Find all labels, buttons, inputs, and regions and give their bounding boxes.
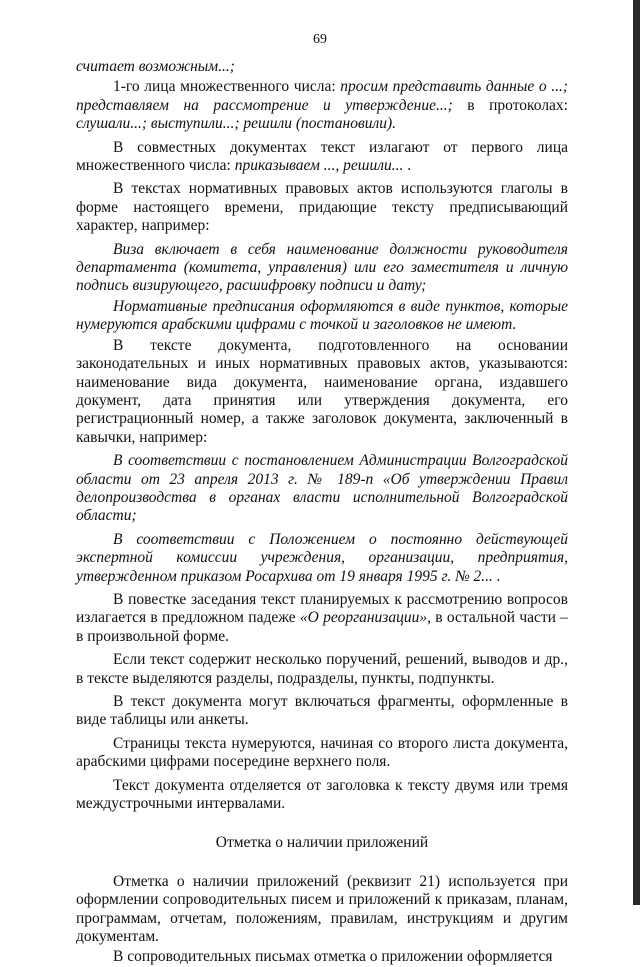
paragraph-2-lead: 1-го лица множественного числа: (113, 78, 341, 96)
paragraph-9: В соответствии с Положением о постоянно действующей экспертной комиссии учреждения, организации, предприятия, утвержденном приказом Росархива от 19 января 1995 г. № 2... . (76, 530, 568, 585)
paragraph-3-lead: В совместных документах текст излагают от первого лица множественного числа: (76, 138, 568, 175)
paragraph-11: Если текст содержит несколько поручений, решений, выводов и др., в тексте выделяются разделы, подразделы, пункты, подпункты. (76, 651, 568, 687)
paragraph-15: Отметка о наличии приложений (реквизит 21) используется при оформлении сопроводительных писем и приложений к приказам, планам, программам, отчетам, положениям, правилам, инструкциям и другим документам. (76, 872, 568, 946)
paragraph-12: В текст документа могут включаться фрагменты, оформленные в виде таблицы или анкеты. (76, 693, 568, 729)
paragraph-3 (76, 139, 568, 176)
paragraph-10-example: «О реорганизации» (299, 609, 428, 627)
paragraph-2-example-a: просим представить данные о ...; представляем на рассмотрение и утверждение...; (76, 78, 568, 114)
paragraph-6: Нормативные предписания оформляются в виде пунктов, которые нумеруются арабскими цифрами с точкой и заголовков не имеют. (76, 297, 568, 334)
scan-edge (633, 0, 640, 905)
paragraph-1: считает возможным...; (76, 58, 235, 75)
paragraph-10-lead: В повестке заседания текст планируемых к рассмотрению вопросов излагается в предложном падеже (76, 590, 568, 627)
paragraph-10 (76, 591, 568, 646)
paragraph-14: Текст документа отделяется от заголовка к тексту двумя или тремя междустрочными интервалами. (76, 776, 568, 813)
paragraph-2-middle: в протоколах: (452, 96, 568, 114)
paragraph-16: В сопроводительных письмах отметка о приложении оформляется (113, 948, 553, 966)
paragraph-3-end: . (403, 157, 412, 175)
paragraph-3-example: приказываем ..., решили... (234, 157, 404, 175)
paragraph-5: Виза включает в себя наименование должности руководителя департамента (комитета, управления) или его заместителя и личную подпись визирующего, расшифровку подписи и дату; (76, 240, 568, 295)
paragraph-4: В текстах нормативных правовых актов используются глаголы в форме настоящего времени, придающие тексту предписывающий характер, например: (76, 180, 568, 235)
paragraph-8: В соответствии с постановлением Администрации Волгоградской области от 23 апреля 2013 г. № 189-п «Об утверждении Правил делопроизводства в органах власти исполнительной Волгоградской области; (76, 452, 568, 525)
page-number: 69 (313, 32, 327, 47)
paragraph-10-end: , в остальной части – в произвольной форме. (76, 609, 568, 645)
document-body (76, 58, 568, 967)
paragraph-7: В тексте документа, подготовленного на основании законодательных и иных нормативных правовых актов, указываются: наименование вида документа, наименование органа, издавшего документ, дата принятия или утверждения документа, его регистрационный номер, а также заголовок документа, заключенный в кавычки, например: (76, 336, 568, 446)
paragraph-13: Страницы текста нумеруются, начиная со второго листа документа, арабскими цифрами посередине верхнего поля. (76, 734, 568, 771)
paragraph-2 (76, 78, 568, 133)
section-heading: Отметка о наличии приложений (215, 834, 429, 852)
paragraph-2-example-b: слушали...; выступили...; решили (постановили). (76, 115, 396, 133)
